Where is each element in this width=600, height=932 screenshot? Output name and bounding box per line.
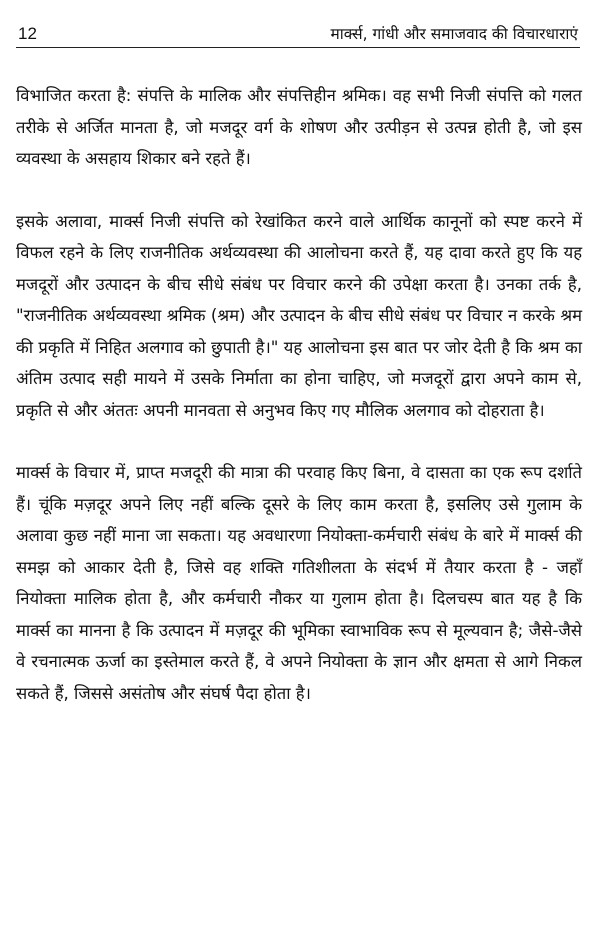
paragraph: विभाजित करता है: संपत्ति के मालिक और संपत्तिहीन श्रमिक। वह सभी निजी संपत्ति को गलत तरीके से अर्जित मानता है, जो मजदूर वर्ग के शोषण और उत्पीड़न से उत्पन्न होती है, जो इस व्यवस्था के असहाय शिकार बने रहते हैं। — [16, 86, 582, 168]
body-text — [16, 80, 582, 709]
running-header — [18, 14, 578, 44]
running-title: मार्क्स, गांधी और समाजवाद की विचारधाराएं — [330, 25, 578, 43]
header-rule — [16, 47, 580, 48]
page-number: 12 — [18, 24, 37, 43]
paragraph: इसके अलावा, मार्क्स निजी संपत्ति को रेखांकित करने वाले आर्थिक कानूनों को स्पष्ट करने में विफल रहने के लिए राजनीतिक अर्थव्यवस्था की आलोचना करते हैं, यह दावा करते हुए कि यह मजदूरों और उत्पादन के बीच सीधे संबंध पर विचार करने की उपेक्षा करता है। उनका तर्क है, "राजनीतिक अर्थव्यवस्था श्रमिक (श्रम) और उत्पादन के बीच सीधे संबंध पर विचार न करके श्रम की प्रकृति में निहित अलगाव को छुपाती है।" यह आलोचना इस बात पर जोर देती है कि श्रम का अंतिम उत्पाद सही मायने में उसके निर्माता का होना चाहिए, जो मजदूरों द्वारा अपने काम से, प्रकृति से और अंततः अपनी मानवता से अनुभव किए गए मौलिक अलगाव को दोहराता है। — [16, 211, 582, 420]
paragraph: मार्क्स के विचार में, प्राप्त मजदूरी की मात्रा की परवाह किए बिना, वे दासता का एक रूप दर्शाते हैं। चूंकि मज़दूर अपने लिए नहीं बल्कि दूसरे के लिए काम करता है, इसलिए उसे गुलाम के अलावा कुछ नहीं माना जा सकता। यह अवधारणा नियोक्ता-कर्मचारी संबंध के बारे में मार्क्स की समझ को आकार देती है, जिसे वह शक्ति गतिशीलता के संदर्भ में तैयार करता है - जहाँ नियोक्ता मालिक होता है, और कर्मचारी नौकर या गुलाम होता है। दिलचस्प बात यह है कि मार्क्स का मानना है कि उत्पादन में मज़दूर की भूमिका स्वाभाविक रूप से मूल्यवान है; जैसे-जैसे वे रचनात्मक ऊर्जा का इस्तेमाल करते हैं, वे अपने नियोक्ता के ज्ञान और क्षमता से आगे निकल सकते हैं, जिससे असंतोष और संघर्ष पैदा होता है। — [16, 463, 582, 703]
